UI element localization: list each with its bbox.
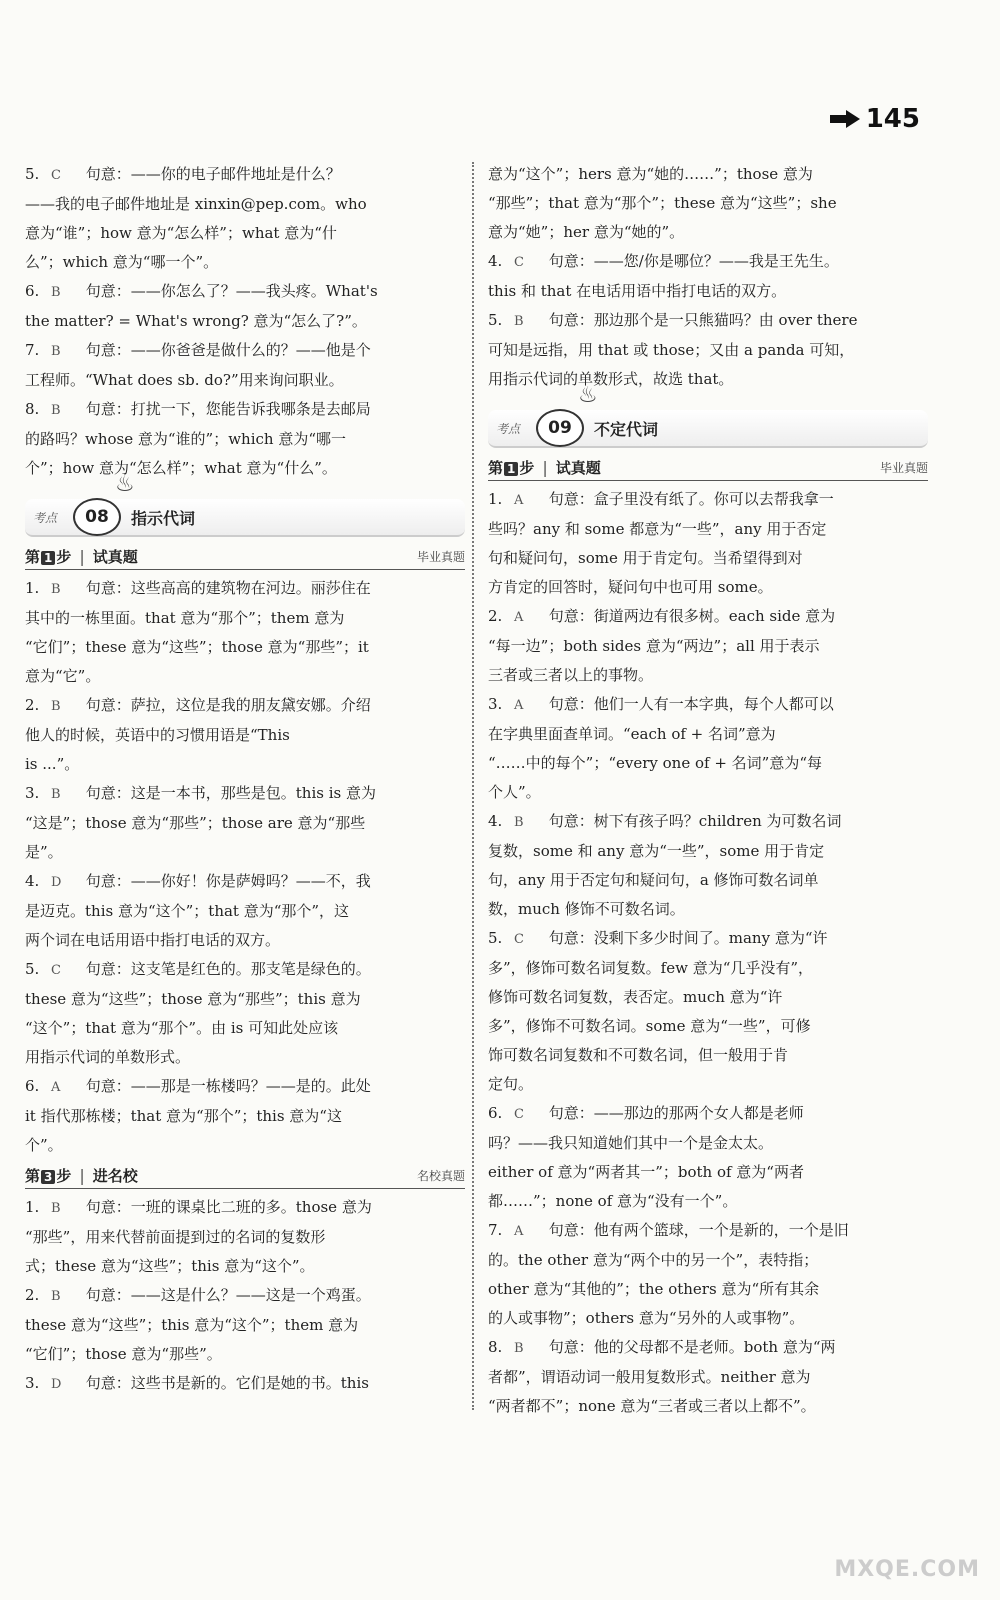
section-kaodian-label: 考点 xyxy=(496,421,521,436)
answer-text: “那些”，用来代替前面提到过的名词的复数形 xyxy=(25,1228,326,1246)
section-kaodian-label: 考点 xyxy=(33,510,58,525)
answer-text: 用指示代词的单数形式，故选 that。 xyxy=(488,370,734,388)
answer-line xyxy=(488,544,928,573)
answer-text: 多”，修饰不可数名词。some 意为“一些”，可修 xyxy=(488,1017,811,1035)
answer-text: 句意：——那边的那两个女人都是老师 xyxy=(544,1104,804,1122)
answer-line xyxy=(25,248,465,277)
answer-text: it 指代那栋楼；that 意为“那个”；this 意为“这 xyxy=(25,1107,342,1125)
answer-line xyxy=(488,690,928,720)
question-number: 2. xyxy=(488,607,503,625)
section-header-08 xyxy=(25,472,465,537)
answer-line xyxy=(488,837,928,866)
answer-letter: C xyxy=(51,168,61,183)
answer-text: 意为“它”。 xyxy=(25,667,101,685)
answer-line xyxy=(25,1311,465,1340)
section-number: 08 xyxy=(85,507,109,527)
question-number: 2. xyxy=(25,696,40,714)
answer-line xyxy=(25,1131,465,1160)
answer-line xyxy=(488,866,928,895)
answer-line xyxy=(488,306,928,336)
step-tag: 毕业真题 xyxy=(879,460,928,475)
answer-line xyxy=(488,1304,928,1333)
step-separator: | xyxy=(79,546,85,566)
answer-text: 句意：没剩下多少时间了。many 意为“许 xyxy=(544,929,828,947)
question-number: 1. xyxy=(488,490,503,508)
answer-line xyxy=(488,189,928,218)
answer-line xyxy=(488,1333,928,1363)
answer-text: 饰可数名词复数和不可数名词，但一般用于肯 xyxy=(488,1046,789,1064)
answer-text: 句意：这些书是新的。它们是她的书。this xyxy=(81,1374,369,1392)
answer-line xyxy=(488,1099,928,1129)
answer-text: “这个”；that 意为“那个”。由 is 可知此处应该 xyxy=(25,1019,339,1037)
answer-text: 是”。 xyxy=(25,843,63,861)
answer-letter: B xyxy=(51,344,61,359)
answer-text: 句意：那边那个是一只熊猫吗？由 over there xyxy=(544,311,858,329)
answer-text: 两个词在电话用语中指打电话的双方。 xyxy=(25,931,281,949)
answer-text: 个人”。 xyxy=(488,783,541,801)
answer-line xyxy=(25,425,465,454)
answer-text: 工程师。“What does sb. do?”用来询问职业。 xyxy=(25,371,344,389)
answer-text: 句意：街道两边有很多树。each side 意为 xyxy=(544,607,836,625)
page-number xyxy=(830,104,920,134)
arrow-right-icon xyxy=(846,110,860,128)
answer-line xyxy=(25,662,465,691)
answer-text: 句意：——你爸爸是做什么的？——他是个 xyxy=(81,341,371,359)
answer-line xyxy=(25,926,465,955)
answer-line xyxy=(488,1158,928,1187)
answer-text: 些吗？any 和 some 都意为“一些”，any 用于否定 xyxy=(488,520,827,538)
answer-line xyxy=(25,955,465,985)
answer-line xyxy=(488,1012,928,1041)
answer-line xyxy=(25,219,465,248)
answer-line xyxy=(488,1246,928,1275)
step-label: 第 1 步 xyxy=(488,458,535,477)
answer-line xyxy=(25,985,465,1014)
answer-text: other 意为“其他的”；the others 意为“所有其余 xyxy=(488,1280,820,1298)
question-number: 7. xyxy=(488,1221,503,1239)
answer-text: these 意为“这些”；those 意为“那些”；this 意为 xyxy=(25,990,361,1008)
step-header-1-right xyxy=(488,454,928,481)
section-number-badge xyxy=(73,472,135,536)
answer-letter: B xyxy=(51,403,61,418)
answer-line xyxy=(488,485,928,515)
answer-line xyxy=(488,1129,928,1158)
answer-line xyxy=(488,1363,928,1392)
answer-letter: B xyxy=(514,1341,524,1356)
answer-line xyxy=(25,1102,465,1131)
answer-text: 意为“谁”；how 意为“怎么样”；what 意为“什 xyxy=(25,224,337,242)
question-number: 8. xyxy=(488,1338,503,1356)
answer-text: “它们”；these 意为“这些”；those 意为“那些”；it xyxy=(25,638,369,656)
answer-letter: B xyxy=(51,1289,61,1304)
answer-line xyxy=(25,809,465,838)
question-number: 4. xyxy=(488,812,503,830)
question-number: 1. xyxy=(25,579,40,597)
answer-text: 意为“她”；her 意为“她的”。 xyxy=(488,223,685,241)
answer-line xyxy=(488,515,928,544)
step-label: 第 3 步 xyxy=(25,1166,72,1185)
answer-line xyxy=(488,1187,928,1216)
section-number-badge xyxy=(536,383,598,447)
answer-letter: C xyxy=(514,255,524,270)
answer-letter: C xyxy=(51,963,61,978)
answer-line xyxy=(488,365,928,394)
answer-line xyxy=(25,1193,465,1223)
answer-text: 的。the other 意为“两个中的另一个”，表特指； xyxy=(488,1251,819,1269)
answer-text: these 意为“这些”；this 意为“这个”；them 意为 xyxy=(25,1316,359,1334)
answer-line xyxy=(488,954,928,983)
answer-line xyxy=(488,895,928,924)
answer-text: “……中的每个”；“every one of + 名词”意为“每 xyxy=(488,754,823,772)
answer-letter: B xyxy=(51,582,61,597)
answer-text: is ...”。 xyxy=(25,755,80,773)
flame-icon: ♨ xyxy=(578,383,598,408)
answer-line xyxy=(488,807,928,837)
answer-text: 用指示代词的单数形式。 xyxy=(25,1048,191,1066)
answer-letter: C xyxy=(514,932,524,947)
answer-line xyxy=(25,454,465,483)
answer-line xyxy=(488,247,928,277)
answer-text: 句意：盒子里没有纸了。你可以去帮我拿一 xyxy=(544,490,834,508)
answer-text: 句意：树下有孩子吗？children 为可数名词 xyxy=(544,812,842,830)
left-intro-answers xyxy=(25,160,465,483)
answer-line xyxy=(25,750,465,779)
answer-text: 句意：——这是什么？——这是一个鸡蛋。 xyxy=(81,1286,371,1304)
answer-text: 个”。 xyxy=(25,1136,63,1154)
section-header-09 xyxy=(488,383,928,448)
answer-line xyxy=(488,1216,928,1246)
answer-letter: B xyxy=(514,314,524,329)
answer-line xyxy=(25,1252,465,1281)
answer-text: 句意：这支笔是红色的。那支笔是绿色的。 xyxy=(81,960,371,978)
answer-text: 吗？——我只知道她们其中一个是金太太。 xyxy=(488,1134,774,1152)
answer-text: 句，any 用于否定句和疑问句，a 修饰可数名词单 xyxy=(488,871,819,889)
question-number: 8. xyxy=(25,400,40,418)
question-number: 3. xyxy=(488,695,503,713)
answer-line xyxy=(25,721,465,750)
answer-text: 修饰可数名词复数，表否定。much 意为“许 xyxy=(488,988,783,1006)
step-name: 试真题 xyxy=(92,547,138,566)
answer-letter: A xyxy=(51,1080,61,1095)
question-number: 4. xyxy=(25,872,40,890)
question-number: 2. xyxy=(25,1286,40,1304)
answer-text: 的人或事物”；others 意为“另外的人或事物”。 xyxy=(488,1309,805,1327)
answer-text: 句意：这些高高的建筑物在河边。丽莎住在 xyxy=(81,579,371,597)
answer-text: 可知是远指，用 that 或 those；又由 a panda 可知， xyxy=(488,341,855,359)
answer-line xyxy=(25,779,465,809)
answer-line xyxy=(25,691,465,721)
answer-text: 式；these 意为“这些”；this 意为“这个”。 xyxy=(25,1257,315,1275)
question-number: 4. xyxy=(488,252,503,270)
answer-line xyxy=(25,604,465,633)
section-number: 09 xyxy=(548,418,572,438)
answer-text: 多”，修饰可数名词复数。few 意为“几乎没有”， xyxy=(488,959,814,977)
answer-line xyxy=(25,1369,465,1399)
step-name: 进名校 xyxy=(92,1166,138,1185)
answer-letter: A xyxy=(514,610,524,625)
answer-text: 句意：打扰一下，您能告诉我哪条是去邮局 xyxy=(81,400,371,418)
answer-text: 句意：他们一人有一本字典，每个人都可以 xyxy=(544,695,834,713)
answer-line xyxy=(25,633,465,662)
answer-line xyxy=(25,1072,465,1102)
left-step3-answers xyxy=(25,1193,465,1399)
answer-text: 意为“这个”；hers 意为“她的……”；those 意为 xyxy=(488,165,813,183)
question-number: 3. xyxy=(25,784,40,802)
answer-letter: D xyxy=(51,1377,62,1392)
answer-line xyxy=(488,1392,928,1421)
answer-text: 句意：——你的电子邮件地址是什么？ xyxy=(81,165,341,183)
answer-text: 三者或三者以上的事物。 xyxy=(488,666,654,684)
answer-text: 句意：——您/你是哪位？——我是王先生。 xyxy=(544,252,839,270)
answer-line xyxy=(25,1223,465,1252)
answer-text: “它们”；those 意为“那些”。 xyxy=(25,1345,222,1363)
section-title: 不定代词 xyxy=(594,419,659,439)
answer-line xyxy=(488,632,928,661)
answer-text: 方肯定的回答时，疑问句中也可用 some。 xyxy=(488,578,773,596)
answer-line xyxy=(488,1070,928,1099)
answer-line xyxy=(25,867,465,897)
right-intro-answers xyxy=(488,160,928,394)
answer-letter: C xyxy=(514,1107,524,1122)
section-title: 指示代词 xyxy=(131,508,196,528)
answer-text: 定句。 xyxy=(488,1075,534,1093)
watermark-logo: MXQE.COM xyxy=(834,1557,980,1582)
answer-text: 数，much 修饰不可数名词。 xyxy=(488,900,685,918)
step-name: 试真题 xyxy=(555,458,601,477)
answer-text: 其中的一栋里面。that 意为“那个”；them 意为 xyxy=(25,609,345,627)
answer-text: 句意：这是一本书，那些是包。this is 意为 xyxy=(81,784,376,802)
answer-line xyxy=(488,160,928,189)
answer-line xyxy=(25,1043,465,1072)
answer-line xyxy=(25,1281,465,1311)
answer-line xyxy=(488,749,928,778)
answer-text: 句意：——你好！你是萨姆吗？——不，我 xyxy=(81,872,371,890)
answer-letter: B xyxy=(51,699,61,714)
step-header-1-left xyxy=(25,543,465,570)
answer-line xyxy=(488,336,928,365)
answer-letter: A xyxy=(514,1224,524,1239)
question-number: 5. xyxy=(25,165,40,183)
answer-line xyxy=(488,983,928,1012)
answer-line xyxy=(488,218,928,247)
answer-line xyxy=(488,1041,928,1070)
answer-text: 句意：他有两个篮球，一个是新的，一个是旧 xyxy=(544,1221,849,1239)
answer-text: 是迈克。this 意为“这个”；that 意为“那个”，这 xyxy=(25,902,350,920)
answer-text: 个”；how 意为“怎么样”；what 意为“什么”。 xyxy=(25,459,337,477)
step-separator: | xyxy=(542,457,548,477)
answer-letter: A xyxy=(514,493,524,508)
answer-text: 他人的时候，英语中的习惯用语是“This xyxy=(25,726,290,744)
answer-line xyxy=(25,160,465,190)
answer-line xyxy=(25,1340,465,1369)
page-number-text: 145 xyxy=(865,104,920,134)
answer-text: 么”；which 意为“哪一个”。 xyxy=(25,253,219,271)
flame-icon: ♨ xyxy=(115,472,135,497)
answer-text: 句意：萨拉，这位是我的朋友黛安娜。介绍 xyxy=(81,696,371,714)
answer-text: 句意：一班的课桌比二班的多。those 意为 xyxy=(81,1198,372,1216)
step-label: 第 1 步 xyxy=(25,547,72,566)
question-number: 6. xyxy=(488,1104,503,1122)
answer-line xyxy=(25,336,465,366)
answer-letter: B xyxy=(51,285,61,300)
answer-text: “这是”；those 意为“那些”；those are 意为“那些 xyxy=(25,814,366,832)
answer-line xyxy=(25,838,465,867)
answer-line xyxy=(488,924,928,954)
answer-text: either of 意为“两者其一”；both of 意为“两者 xyxy=(488,1163,804,1181)
question-number: 3. xyxy=(25,1374,40,1392)
answer-letter: D xyxy=(51,875,62,890)
answer-line xyxy=(488,602,928,632)
column-divider xyxy=(472,162,474,1410)
answer-letter: B xyxy=(51,787,61,802)
answer-text: 句和疑问句，some 用于肯定句。当希望得到对 xyxy=(488,549,803,567)
answer-line xyxy=(25,366,465,395)
answer-line xyxy=(488,277,928,306)
right-step1-answers xyxy=(488,485,928,1421)
question-number: 1. xyxy=(25,1198,40,1216)
question-number: 5. xyxy=(488,311,503,329)
question-number: 6. xyxy=(25,1077,40,1095)
answer-line xyxy=(25,190,465,219)
answer-line xyxy=(25,395,465,425)
answer-text: 的路吗？whose 意为“谁的”；which 意为“哪一 xyxy=(25,430,347,448)
answer-text: this 和 that 在电话用语中指打电话的双方。 xyxy=(488,282,787,300)
answer-text: 句意：——那是一栋楼吗？——是的。此处 xyxy=(81,1077,371,1095)
step-separator: | xyxy=(79,1165,85,1185)
left-step1-answers xyxy=(25,574,465,1160)
answer-line xyxy=(488,661,928,690)
answer-text: ——我的电子邮件地址是 xinxin@pep.com。who xyxy=(25,195,367,213)
answer-line xyxy=(488,573,928,602)
question-number: 5. xyxy=(488,929,503,947)
answer-letter: B xyxy=(514,815,524,830)
question-number: 5. xyxy=(25,960,40,978)
answer-letter: A xyxy=(514,698,524,713)
answer-line xyxy=(25,574,465,604)
answer-text: “那些”；that 意为“那个”；these 意为“这些”；she xyxy=(488,194,837,212)
answer-line xyxy=(25,1014,465,1043)
answer-letter: B xyxy=(51,1201,61,1216)
answer-text: 者都”，谓语动词一般用复数形式。neither 意为 xyxy=(488,1368,811,1386)
answer-text: 复数，some 和 any 意为“一些”，some 用于肯定 xyxy=(488,842,825,860)
answer-line xyxy=(488,720,928,749)
answer-text: 句意：——你怎么了？——我头疼。What's xyxy=(81,282,378,300)
answer-line xyxy=(488,778,928,807)
right-column xyxy=(488,160,928,1421)
answer-line xyxy=(488,1275,928,1304)
answer-text: 在字典里面查单词。“each of + 名词”意为 xyxy=(488,725,776,743)
step-tag: 名校真题 xyxy=(416,1168,465,1183)
answer-text: “每一边”；both sides 意为“两边”；all 用于表示 xyxy=(488,637,820,655)
step-header-3-left xyxy=(25,1162,465,1189)
answer-text: “两者都不”；none 意为“三者或三者以上都不”。 xyxy=(488,1397,816,1415)
answer-line xyxy=(25,897,465,926)
answer-text: the matter? = What's wrong? 意为“怎么了?”。 xyxy=(25,312,367,330)
answer-text: 都……”；none of 意为“没有一个”。 xyxy=(488,1192,738,1210)
question-number: 6. xyxy=(25,282,40,300)
question-number: 7. xyxy=(25,341,40,359)
answer-line xyxy=(25,277,465,307)
step-tag: 毕业真题 xyxy=(416,549,465,564)
answer-line xyxy=(25,307,465,336)
answer-text: 句意：他的父母都不是老师。both 意为“两 xyxy=(544,1338,836,1356)
left-column xyxy=(25,160,465,1399)
